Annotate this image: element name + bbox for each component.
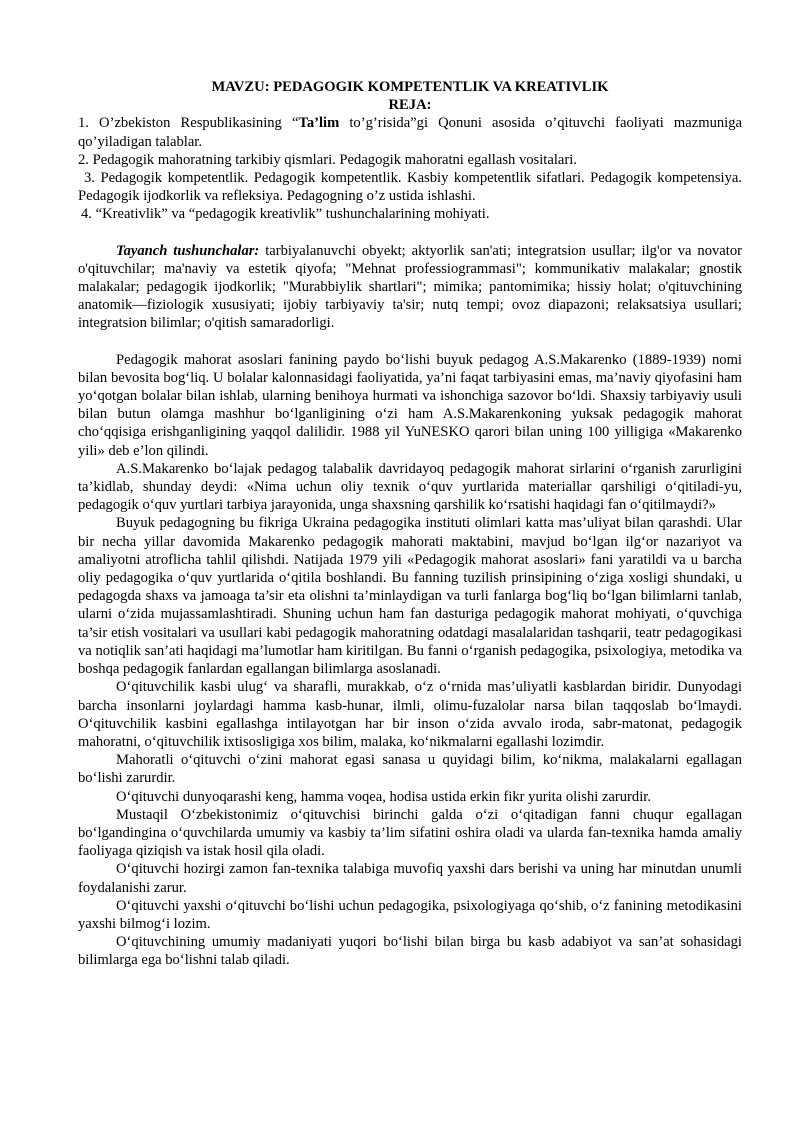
body-paragraph: Mahoratli o‘qituvchi o‘zini mahorat egasi sanasa u quyidagi bilim, ko‘nikma, malakalarni egallagan bo‘lishi zarurdir. (78, 752, 742, 787)
plan-item-1 (78, 114, 742, 150)
body-paragraph: O‘qituvchining umumiy madaniyati yuqori bo‘lishi bilan birga bu kasb adabiyot va san’at sohasidagi bilimlarga ega bo‘lishni talab qiladi. (78, 934, 742, 969)
body-paragraph: O‘qituvchi dunyoqarashi keng, hamma voqea, hodisa ustida erkin fikr yurita olishi zarurdir. (116, 788, 651, 805)
body-paragraph: Buyuk pedagogning bu fikriga Ukraina pedagogika instituti olimlari katta mas’uliyat bilan qarashdi. Ular bir necha yillar davomida Makarenko pedagogik mahorati maktabini, mavjud bo‘lgan ilg‘or nazariyot va amaliyotni atroflicha tahlil qilishdi. Natijada 1979 yili «Pedagogik mahorat asoslari» fani yaratildi va u barcha oliy pedagogika o‘quv yurtlarida o‘qitila boshlandi. Bu fanning tuzilish prinsipining o‘ziga xosligi shundaki, u pedagogda shaxs va jamoaga ta’sir eta olishni ta’minlaydigan va turli fanlarga bog‘liq bo‘lgan bilimlarni tanlab, ularni o‘zida mujassamlashtiradi. Shuning uchun ham fan dasturiga pedagogik mahorat mohiyati, o‘quvchiga ta’sir etish vositalari va usullari kabi pedagogik mahoratning odatdagi masalalaridan tashqarii, teatr pedagogikasi va notiqlik san’ati haqidagi ma’lumotlar ham kiritilgan. Bu fanni o‘rganish pedagogika, psixologiya, metodika va boshqa pedagogik fanlardan egallangan bilimlarga asoslanadi. (78, 515, 742, 678)
plan-item-1-bold: Ta’lim (298, 115, 340, 132)
plan-item-4: 4. “Kreativlik” va “pedagogik kreativlik” tushunchalarining mohiyati. (81, 206, 490, 223)
key-concepts-text: tarbiyalanuvchi obyekt; aktyorlik san'ati; integratsion usullar; ilg'or va novator o'qituvchilar; ma'naviy va estetik qiyofa; "Mehnat professiogrammasi"; kommunikativ malakalar; gnostik malakalar; pedagogik ijodkorlik; "Murabbiylik shartlari"; mimika; pantomimika; hissiy holat; o'qituvchining anatomik—fiziologik xususiyati; ijobiy tarbiyaviy ta'sir; nutq tempi; ovoz diapazoni; relaksatsiya usullari; integratsion bilimlar; o'qitish samaradorligi. (78, 242, 742, 332)
body-paragraph: O‘qituvchilik kasbi ulug‘ va sharafli, murakkab, o‘z o‘rnida mas’uliyatli kasblardan biridir. Dunyodagi barcha insonlarni joylardagi hamma kasb-hunar, ilmli, olimu-fuzalolar narsa bilan taqqoslab bo‘lmaydi. O‘qituvchilik kasbini egallashga intilayotgan har bir inson o‘zida avvalo iroda, sabr-matonat, pedagogik mahoratni, o‘qituvchilik ixtisosligiga xos bilim, malaka, ko‘nikmalarni egallashi lozimdir. (78, 679, 742, 750)
spacer (78, 224, 742, 242)
plan-item-3: 3. Pedagogik kompetentlik. Pedagogik kompetentlik. Kasbiy kompetentlik sifatlari. Pedagogik kompetensiya. Pedagogik ijodkorlik va refleksiya. Pedagogning o’z ustida ishlashi. (78, 170, 742, 205)
body-paragraph: Mustaqil O‘zbekistonimiz o‘qituvchisi birinchi galda o‘zi o‘qitadigan fanni chuqur egallagan bo‘lgandingina o‘quvchilarda umumiy va kasbiy ta’lim sifatini oshira oladi va ularda fan-texnika hamda amaliy faoliyaga qiziqish va istak hosil qila oladi. (78, 806, 742, 860)
plan-item-1-text-b: to’g’risida”gi Qonuni asosida o’qituvchi faoliyati mazmuniga qo’yiladigan talablar. (78, 115, 742, 150)
body-paragraph: Pedagogik mahorat asoslari fanining paydo bo‘lishi buyuk pedagog A.S.Makarenko (1889-1939) nomi bilan bevosita bog‘liq. U bolalar kalonnasidagi faoliyatida, ya’ni faqat tarbiyasini emas, ma’naviy qiyofasini ham yo‘qotgan bolalar bilan ishlab, ularning benihoya hurmati va ishonchiga sazovor bo‘ldi. Shaxsiy tarbiyaviy usuli bilan butun olamga mashhur bo‘lganligining o‘zi ham A.S.Makarenkoning yuksak pedagogik mahorat cho‘qqisiga erishganligining yaqqol dalilidir. 1988 yil YuNESKO qarori bilan uning 100 yilligiga «Makarenko yili» deb e’lon qilindi. (78, 351, 742, 459)
body-paragraph: O‘qituvchi hozirgi zamon fan-texnika talabiga muvofiq yaxshi dars berishi va uning har minutdan unumli foydalanishi zarur. (78, 861, 742, 896)
key-concepts-label: Tayanch tushunchalar: (116, 242, 260, 259)
body-paragraph: A.S.Makarenko bo‘lajak pedagog talabalik davridayoq pedagogik mahorat sirlarini o‘rganish zarurligini ta’kidlab, shunday deydi: «Nima uchun oliy texnik o‘quv yurtlarida materiallar qarshiligi o‘qitiladi-yu, pedagogik o‘quv yurtlari tarbiya jarayonida, unga shaxsning qarshilik ko‘rsatishi haqidagi fan o‘qitilmaydi?» (78, 460, 742, 514)
document-title: MAVZU: PEDAGOGIK KOMPETENTLIK VA KREATIVLIK (211, 79, 609, 95)
spacer (78, 333, 742, 351)
key-concepts-paragraph (78, 242, 742, 333)
plan-heading: REJA: (388, 97, 432, 114)
plan-item-2: 2. Pedagogik mahoratning tarkibiy qismlari. Pedagogik mahoratni egallash vositalari. (78, 151, 577, 168)
body-paragraph: O‘qituvchi yaxshi o‘qituvchi bo‘lishi uchun pedagogika, psixologiyaga qo‘shib, o‘z fanining metodikasini yaxshi bilmog‘i lozim. (78, 897, 742, 932)
plan-item-1-text-a: 1. O’zbekiston Respublikasining “ (78, 115, 299, 132)
